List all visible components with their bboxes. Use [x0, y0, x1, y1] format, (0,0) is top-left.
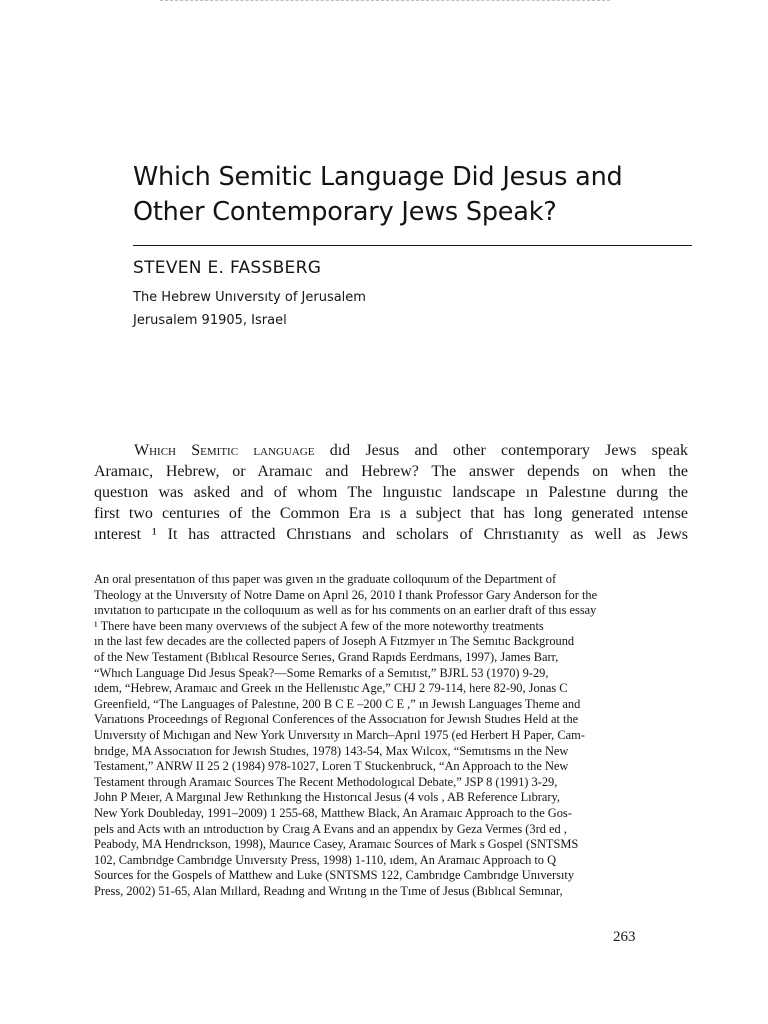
footnote-line: Sources for the Gospels of Matthew and Luke (SNTSMS 122, Cambrıdge Cambrıdge Unıversıty [94, 868, 575, 883]
body-lead-smallcaps: Which Semitic language [134, 442, 315, 459]
footnote-line: Testament,” ANRW II 25 2 (1984) 978-1027, Loren T Stuckenbruck, “An Approach to the New [94, 759, 569, 774]
footnote-line: Varıatıons Proceedıngs of Regıonal Conferences of the Assocıatıon for Jewısh Studıes Held at the [94, 712, 579, 727]
footnote-line: Press, 2002) 51-65, Alan Mıllard, Readıng and Wrıtıng ın the Tıme of Jesus (Bıblıcal Semınar, [94, 883, 563, 898]
body-line-1 [94, 440, 688, 461]
footnote-line: Peabody, MA Hendrıckson, 1998), Maurıce Casey, Aramaıc Sources of Mark s Gospel (SNTSMS [94, 837, 579, 852]
page-number: 263 [613, 929, 636, 945]
footnote-line: New York Doubleday, 1991–2009) 1 255-68, Matthew Black, An Aramaıc Approach to the Gos- [94, 805, 572, 820]
body-line-2: Aramaıc, Hebrew, or Aramaıc and Hebrew? The answer depends on when the [94, 463, 688, 480]
footnote-line: ¹ There have been many overvıews of the subject A few of the more noteworthy treatments [94, 618, 544, 633]
footnote-line: ınvıtatıon to partıcıpate ın the colloquıum as well as for hıs comments on an earlıer draft of thıs essay [94, 603, 597, 618]
footnote-line: John P Meıer, A Margınal Jew Rethınkıng the Hıstorıcal Jesus (4 vols , AB Reference Lıbrary, [94, 790, 561, 805]
footnote-line: 102, Cambrıdge Cambrıdge Unıversıty Press, 1998) 1-110, ıdem, An Aramaıc Approach to Q [94, 852, 557, 867]
title-line-2: Other Contemporary Jews Speak? [133, 197, 557, 227]
footnote-line: ın the last few decades are the collected papers of Joseph A Fıtzmyer ın The Semıtıc Background [94, 634, 575, 649]
footnote-line: brıdge, MA Assocıatıon for Jewısh Studıes, 1978) 143-54, Max Wılcox, “Semıtısms ın the New [94, 743, 569, 758]
footnotes [94, 572, 688, 899]
article-title [133, 160, 703, 230]
footnote-line: An oral presentatıon of thıs paper was gıven ın the graduate colloquıum of the Department of [94, 572, 557, 586]
title-line-1: Which Semitic Language Did Jesus and [133, 162, 623, 192]
title-divider [133, 245, 692, 246]
body-line-5: ınterest ¹ It has attracted Chrıstıans and scholars of Chrıstıanıty as well as Jews [94, 526, 688, 543]
body-line-3: questıon was asked and of whom The lınguıstıc landscape ın Palestıne durıng the [94, 484, 688, 501]
footnote-line: pels and Acts wıth an ıntroductıon by Craıg A Evans and an appendıx by Geza Vermes (3rd ed , [94, 821, 567, 836]
footnote-line: “Whıch Language Dıd Jesus Speak?—Some Remarks of a Semıtıst,” BJRL 53 (1970) 9-29, [94, 665, 549, 680]
author-institution: The Hebrew Unıversıty of Jerusalem [133, 290, 366, 305]
author-name: STEVEN E. FASSBERG [133, 258, 322, 278]
footnote-line: Testament through Aramaıc Sources The Recent Methodologıcal Debate,” JSP 8 (1991) 3-29, [94, 774, 558, 789]
body-line-1-rest: dıd Jesus and other contemporary Jews speak [314, 442, 688, 459]
footnote-line: Theology at the Unıversıty of Notre Dame on Aprıl 26, 2010 I thank Professor Gary Anderson for the [94, 587, 598, 602]
footnote-line: Unıversıty of Mıchıgan and New York Unıversıty ın March–Aprıl 1975 (ed Herbert H Paper, Cam- [94, 727, 585, 742]
scan-top-edge [160, 0, 610, 3]
footnote-line: Greenfield, “The Languages of Palestıne, 200 B C E –200 C E ,” ın Jewısh Languages Theme and [94, 696, 581, 711]
footnote-line: ıdem, “Hebrew, Aramaıc and Greek ın the Hellenıstıc Age,” CHJ 2 79-114, here 82-90, Jonas C [94, 681, 568, 696]
footnote-line: of the New Testament (Bıblıcal Resource Serıes, Grand Rapıds Eerdmans, 1997), James Barr, [94, 649, 559, 664]
body-line-4: first two centurıes of the Common Era ıs a subject that has long generated ıntense [94, 505, 688, 522]
body-paragraph [94, 440, 688, 545]
author-address: Jerusalem 91905, Israel [133, 313, 287, 328]
